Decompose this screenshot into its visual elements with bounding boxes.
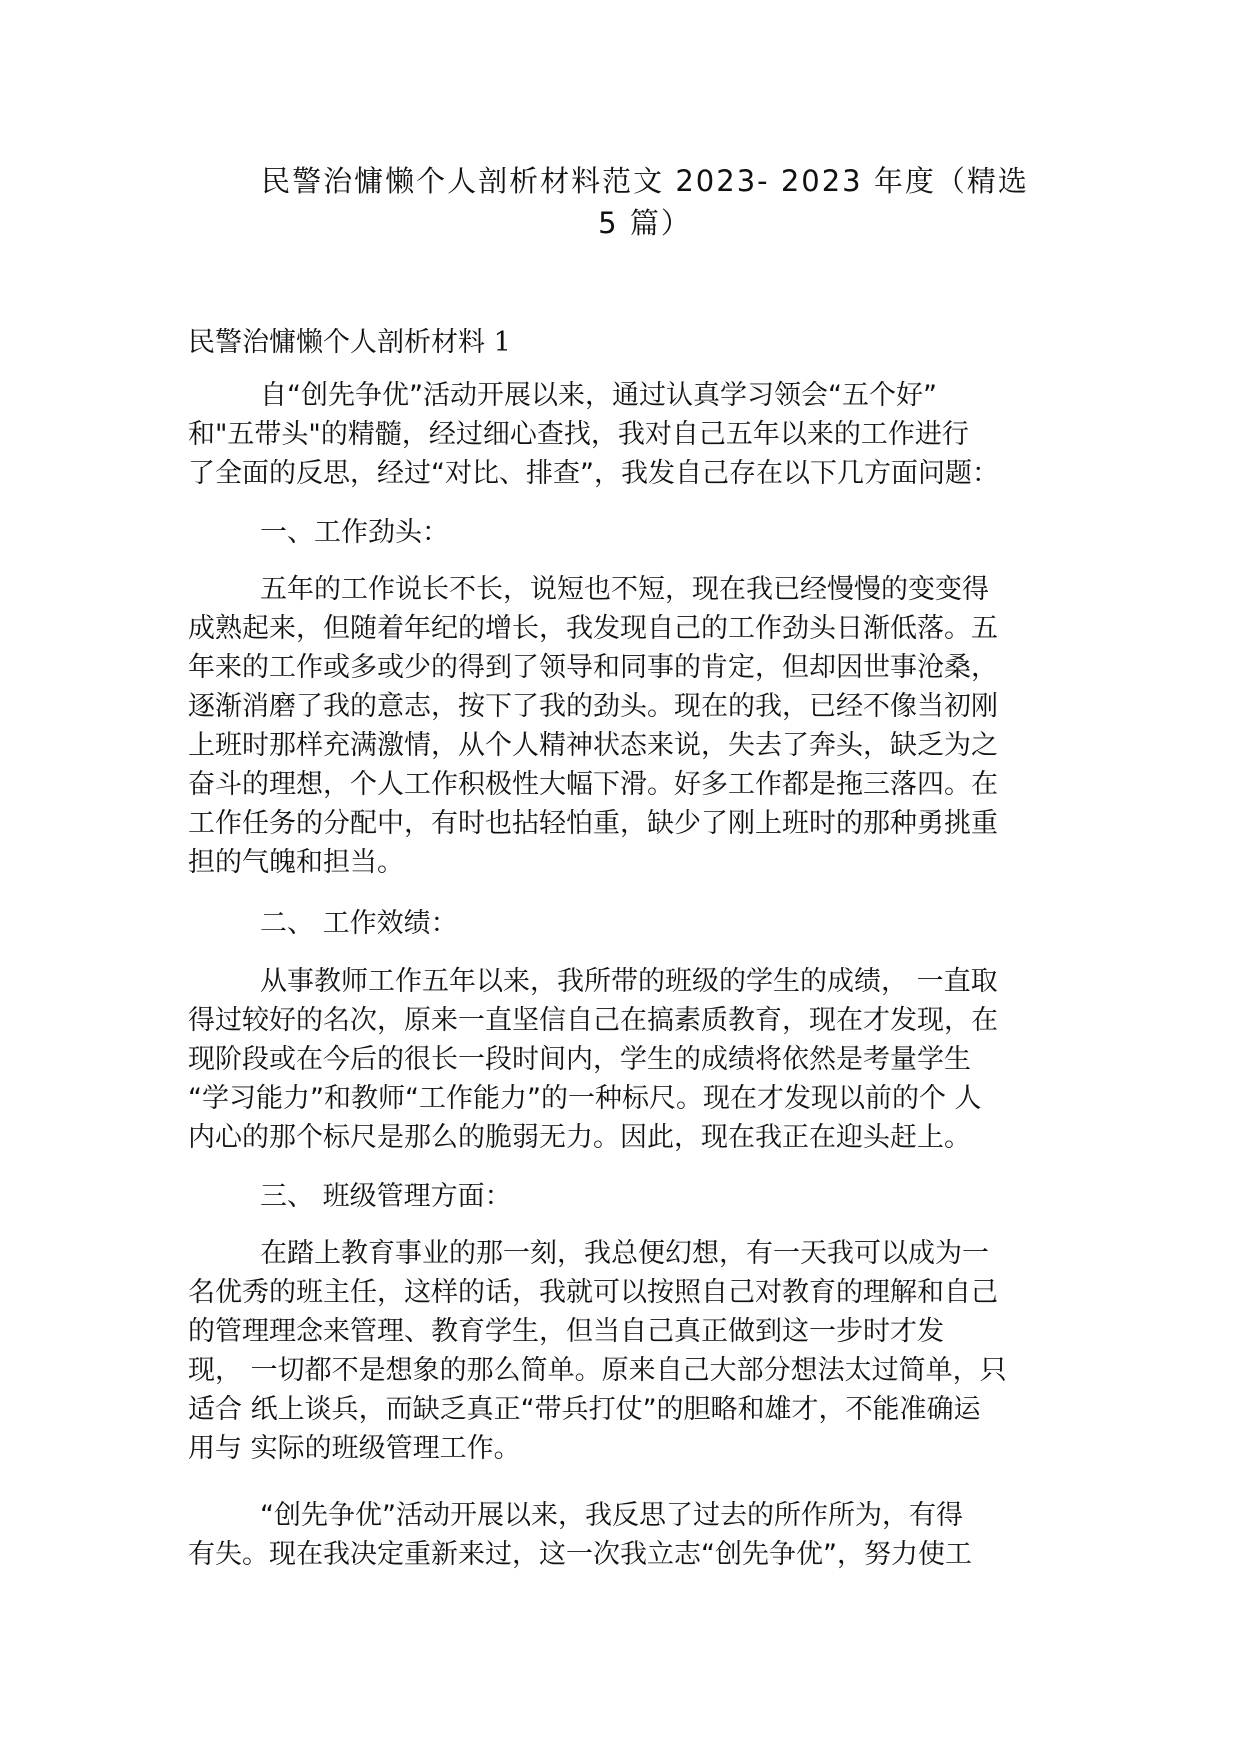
- text-line: 五年的工作说长不长，说短也不短，现在我已经慢慢的变变得: [260, 574, 989, 605]
- text-line: 现， 一切都不是想象的那么简单。原来自己大部分想法太过简单，只: [188, 1355, 1007, 1386]
- text-line: 工作任务的分配中，有时也拈轻怕重，缺少了刚上班时的那种勇挑重: [188, 808, 998, 839]
- text-line: 有失。现在我决定重新来过，这一次我立志“创先争优”，努力使工: [188, 1539, 972, 1570]
- text-line: 从事教师工作五年以来，我所带的班级的学生的成绩， 一直取: [260, 966, 998, 997]
- text-line: 年来的工作或多或少的得到了领导和同事的肯定，但却因世事沧桑，: [188, 652, 998, 683]
- text-line: 适合 纸上谈兵，而缺乏真正“带兵打仗”的胆略和雄才，不能准确运: [188, 1394, 981, 1425]
- text-line: 现阶段或在今后的很长一段时间内，学生的成绩将依然是考量学生: [188, 1044, 971, 1075]
- text-line: 的管理理念来管理、教育学生，但当自己真正做到这一步时才发: [188, 1316, 944, 1347]
- subheading-work-performance: 二、 工作效绩：: [260, 908, 458, 939]
- paragraph-conclusion: [188, 1496, 1056, 1574]
- document-title: [230, 160, 1060, 244]
- paragraph-class-management: [188, 1234, 1056, 1468]
- text-line: 用与 实际的班级管理工作。: [188, 1433, 521, 1464]
- text-line: 逐渐消磨了我的意志，按下了我的劲头。现在的我，已经不像当初刚: [188, 691, 998, 722]
- text-line: 名优秀的班主任，这样的话，我就可以按照自己对教育的理解和自己: [188, 1277, 998, 1308]
- paragraph-work-performance: [188, 962, 1056, 1157]
- text-line: 得过较好的名次，原来一直坚信自己在搞素质教育，现在才发现，在: [188, 1005, 998, 1036]
- text-line: “学习能力”和教师“工作能力”的一种标尺。现在才发现以前的个 人: [188, 1083, 982, 1114]
- text-line: 了全面的反思，经过“对比、排查”，我发自己存在以下几方面问题：: [188, 458, 999, 489]
- text-line: “创先争优”活动开展以来，我反思了过去的所作所为，有得: [260, 1500, 963, 1531]
- text-line: 上班时那样充满激情，从个人精神状态来说，失去了奔头，缺乏为之: [188, 730, 998, 761]
- text-line: 自“创先争优”活动开展以来，通过认真学习领会“五个好”: [260, 380, 937, 411]
- text-line: 担的气魄和担当。: [188, 847, 404, 878]
- text-line: 内心的那个标尺是那么的脆弱无力。因此，现在我正在迎头赶上。: [188, 1122, 971, 1153]
- text-line: 在踏上教育事业的那一刻，我总便幻想，有一天我可以成为一: [260, 1238, 989, 1269]
- section-heading: 民警治慵懒个人剖析材料 1: [188, 327, 511, 358]
- text-line: 成熟起来，但随着年纪的增长，我发现自己的工作劲头日渐低落。五: [188, 613, 998, 644]
- subheading-work-drive: 一、工作劲头：: [260, 517, 449, 548]
- text-line: 和"五带头"的精髓，经过细心查找，我对自己五年以来的工作进行: [188, 419, 969, 450]
- subheading-class-management: 三、 班级管理方面：: [260, 1181, 512, 1212]
- title-line: 民警治慵懒个人剖析材料范文 2023- 2023 年度（精选: [261, 164, 1029, 198]
- title-line: 5 篇）: [598, 206, 692, 240]
- text-line: 奋斗的理想，个人工作积极性大幅下滑。好多工作都是拖三落四。在: [188, 769, 998, 800]
- paragraph-intro: [188, 376, 1056, 493]
- paragraph-work-drive: [188, 570, 1056, 882]
